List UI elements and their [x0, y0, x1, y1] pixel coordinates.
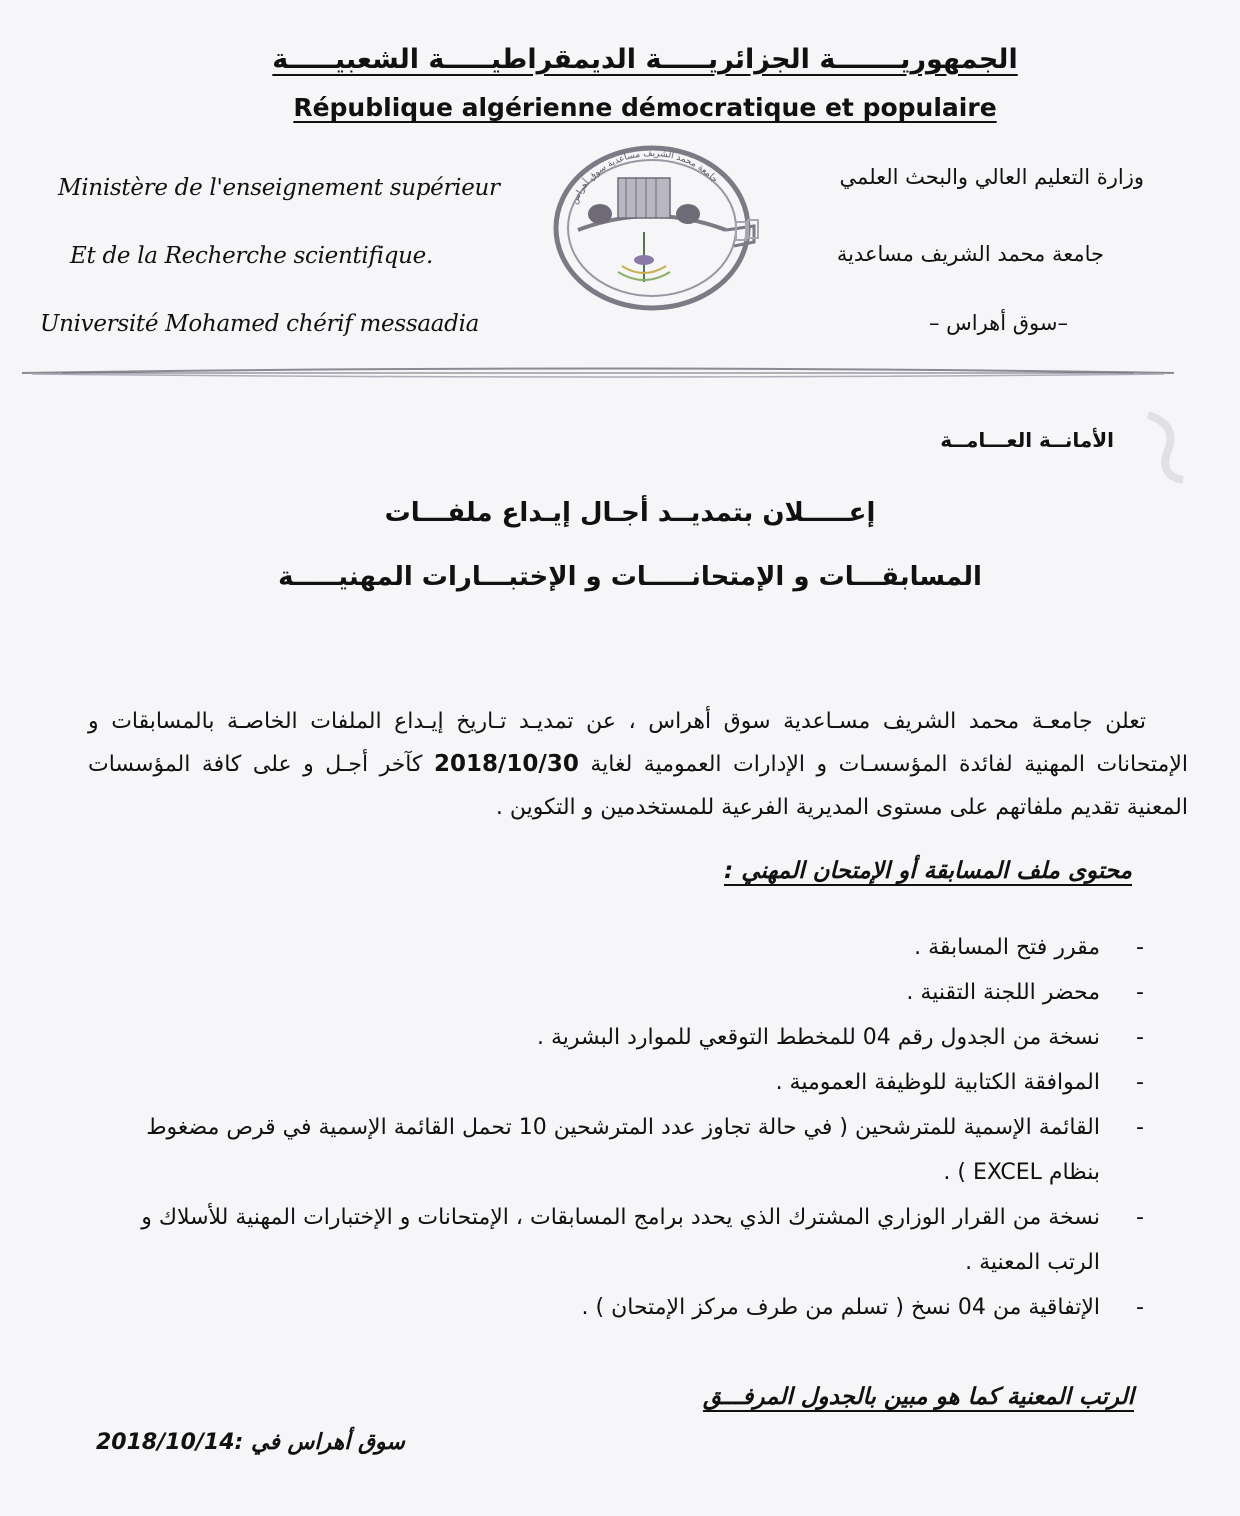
announcement-body: [88, 700, 1188, 829]
list-item: - الإتفاقية من 04 نسخ ( تسلم من طرف مركز الإمتحان ) .: [102, 1285, 1162, 1330]
place-and-date: سوق أهراس في :2018/10/14: [96, 1430, 405, 1455]
ranks-note: الرتب المعنية كما هو مبين بالجدول المرفـــق: [702, 1384, 1134, 1410]
deadline-date: 2018/10/30: [434, 751, 579, 777]
republic-title-french: République algérienne démocratique et populaire: [293, 93, 997, 122]
ministry-name-arabic: وزارة التعليم العالي والبحث العلمي: [839, 165, 1144, 189]
list-item: - مقرر فتح المسابقة .: [102, 925, 1162, 970]
ministry-name-french: Ministère de l'enseignement supérieur: [58, 175, 500, 201]
university-logo: [548, 142, 778, 312]
scan-smudge: [1128, 405, 1198, 485]
announcement-subtitle: المسابقـــات و الإمتحانـــــات و الإختبـــارات المهنيـــــة: [278, 562, 982, 592]
body-text-part2: كآخر أجـل و على كافة المؤسسات المعنية تقديم ملفاتهم على مستوى المديرية الفرعية للمستخدمين و التكوين .: [88, 752, 1188, 820]
header-divider: [22, 366, 1174, 380]
city-name-arabic: –سوق أهراس –: [928, 311, 1068, 335]
university-name-french: Université Mohamed chérif messaadia: [40, 311, 480, 337]
contents-list: [102, 925, 1162, 1330]
list-item: - نسخة من الجدول رقم 04 للمخطط التوقعي للموارد البشرية .: [102, 1015, 1162, 1060]
list-item: - محضر اللجنة التقنية .: [102, 970, 1162, 1015]
republic-title-arabic: الجمهوريـــــــة الجزائريـــــة الديمقراطيـــــة الشعبيـــــة: [272, 44, 1018, 75]
contents-heading: محتوى ملف المسابقة أو الإمتحان المهني :: [724, 858, 1132, 884]
office-label: الأمانــة العـــامــة: [940, 428, 1114, 452]
body-text-part1: تعلن جامعـة محمد الشريف مسـاعدية سوق أهراس ، عن تمديـد تـاريخ إيـداع الملفات الخاصـة بالمسابقات و الإمتحانات المهنية لفائدة المؤسسـات و الإدارات العمومية لغاية: [88, 709, 1188, 777]
list-item: - الموافقة الكتابية للوظيفة العمومية .: [102, 1060, 1162, 1105]
announcement-title: إعـــــلان بتمديــد أجـال إيـداع ملفـــات: [384, 498, 876, 528]
university-name-arabic: جامعة محمد الشريف مساعدية: [836, 242, 1104, 266]
list-item: - نسخة من القرار الوزاري المشترك الذي يحدد برامج المسابقات ، الإمتحانات و الإختبارات المهنية للأسلاك و الرتب المعنية .: [102, 1195, 1162, 1285]
logo-text: جامعة محمد الشريف مساعدية سوق أهراس: [569, 148, 720, 206]
research-name-french: Et de la Recherche scientifique.: [70, 243, 434, 269]
list-item: - القائمة الإسمية للمترشحين ( في حالة تجاوز عدد المترشحين 10 تحمل القائمة الإسمية في قرص مضغوط بنظام EXCEL ) .: [102, 1105, 1162, 1195]
